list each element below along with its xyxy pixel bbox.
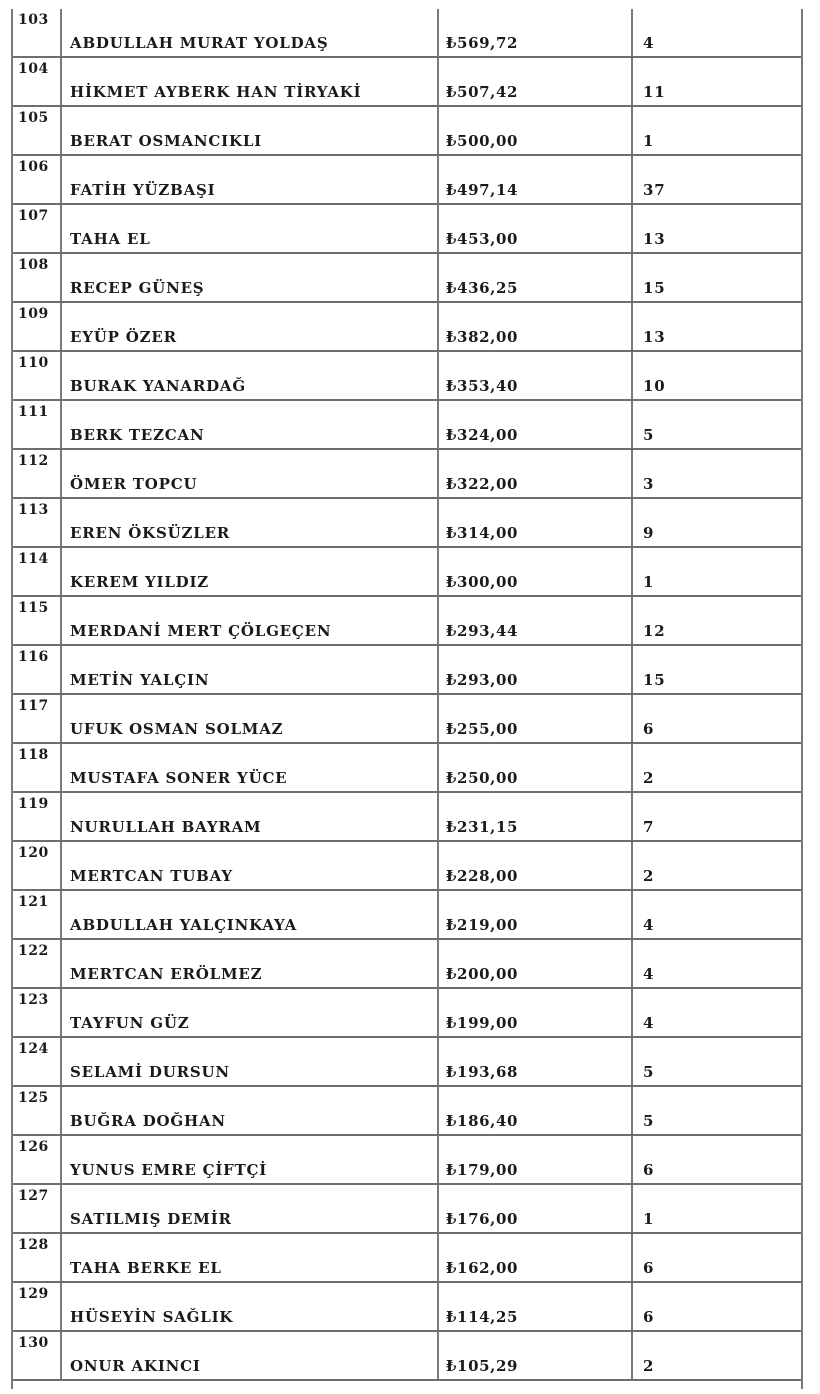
table-row <box>13 891 801 940</box>
table-row <box>13 1283 801 1332</box>
name-cell <box>62 9 439 56</box>
count-cell-text: 12 <box>643 622 666 640</box>
amount-cell-text: ₺382,00 <box>446 328 519 346</box>
amount-cell-text: ₺507,42 <box>446 83 519 101</box>
amount-cell <box>439 695 633 742</box>
table-row <box>13 940 801 989</box>
table-row <box>13 499 801 548</box>
rank-number <box>13 450 62 497</box>
name-cell <box>62 1332 439 1379</box>
count-cell <box>633 1038 801 1085</box>
table-row <box>13 1234 801 1283</box>
name-cell <box>62 205 439 252</box>
amount-cell <box>439 1234 633 1281</box>
rank-number-text: 124 <box>18 1041 49 1057</box>
name-cell <box>62 1185 439 1232</box>
rank-number <box>13 352 62 399</box>
amount-cell <box>439 793 633 840</box>
name-cell <box>62 107 439 154</box>
amount-cell-text: ₺250,00 <box>446 769 519 787</box>
name-cell-text: EYÜP ÖZER <box>70 328 177 346</box>
count-cell-text: 6 <box>643 720 655 738</box>
rank-number <box>13 1087 62 1134</box>
amount-cell-text: ₺231,15 <box>446 818 519 836</box>
rank-number <box>13 156 62 203</box>
rank-number <box>13 1185 62 1232</box>
rank-number-text: 105 <box>18 110 49 126</box>
name-cell-text: BERK TEZCAN <box>70 426 205 444</box>
name-cell-text: MERTCAN TUBAY <box>70 867 233 885</box>
count-cell-text: 1 <box>643 1210 655 1228</box>
name-cell-text: EREN ÖKSÜZLER <box>70 524 231 542</box>
rank-number <box>13 303 62 350</box>
table-row <box>13 1332 801 1381</box>
amount-cell-text: ₺497,14 <box>446 181 519 199</box>
name-cell <box>62 793 439 840</box>
table-row <box>13 989 801 1038</box>
rank-number-text: 117 <box>18 698 49 714</box>
amount-cell <box>439 58 633 105</box>
table-row <box>13 9 801 58</box>
table-row <box>13 58 801 107</box>
name-cell-text: YUNUS EMRE ÇİFTÇİ <box>70 1161 268 1179</box>
count-cell-text: 4 <box>643 1014 655 1032</box>
rank-number <box>13 597 62 644</box>
count-cell <box>633 156 801 203</box>
amount-cell <box>439 744 633 791</box>
amount-cell-text: ₺200,00 <box>446 965 519 983</box>
count-cell-text: 15 <box>643 671 666 689</box>
rank-number <box>13 205 62 252</box>
name-cell-text: ABDULLAH YALÇINKAYA <box>70 916 298 934</box>
table-row <box>13 1136 801 1185</box>
table-row <box>13 303 801 352</box>
count-cell-text: 9 <box>643 524 655 542</box>
table-row <box>13 695 801 744</box>
count-cell-text: 13 <box>643 230 666 248</box>
amount-cell-text: ₺436,25 <box>446 279 519 297</box>
rank-number <box>13 842 62 889</box>
table-row <box>13 1185 801 1234</box>
amount-cell <box>439 989 633 1036</box>
table-row <box>13 254 801 303</box>
amount-cell-text: ₺162,00 <box>446 1259 519 1277</box>
rank-number-text: 129 <box>18 1286 49 1302</box>
name-cell <box>62 156 439 203</box>
name-cell <box>62 254 439 301</box>
amount-cell-text: ₺114,25 <box>446 1308 519 1326</box>
rank-number <box>13 695 62 742</box>
amount-cell <box>439 1087 633 1134</box>
rank-number-text: 107 <box>18 208 49 224</box>
count-cell-text: 3 <box>643 475 655 493</box>
rank-number-text: 120 <box>18 845 49 861</box>
amount-cell-text: ₺228,00 <box>446 867 519 885</box>
name-cell <box>62 1038 439 1085</box>
rank-number <box>13 254 62 301</box>
rank-number-text: 114 <box>18 551 49 567</box>
count-cell <box>633 891 801 938</box>
rank-number-text: 110 <box>18 355 49 371</box>
table-row <box>13 548 801 597</box>
amount-cell <box>439 597 633 644</box>
count-cell <box>633 695 801 742</box>
name-cell <box>62 744 439 791</box>
name-cell-text: HİKMET AYBERK HAN TİRYAKİ <box>70 83 362 101</box>
amount-cell <box>439 107 633 154</box>
table-row <box>13 156 801 205</box>
count-cell <box>633 989 801 1036</box>
count-cell <box>633 401 801 448</box>
name-cell-text: SATILMIŞ DEMİR <box>70 1210 232 1228</box>
count-cell <box>633 205 801 252</box>
count-cell-text: 5 <box>643 426 655 444</box>
rank-number <box>13 107 62 154</box>
name-cell-text: KEREM YILDIZ <box>70 573 210 591</box>
table-row <box>13 646 801 695</box>
amount-cell-text: ₺293,44 <box>446 622 519 640</box>
table-row <box>13 744 801 793</box>
rank-number-text: 126 <box>18 1139 49 1155</box>
amount-cell-text: ₺293,00 <box>446 671 519 689</box>
name-cell <box>62 1234 439 1281</box>
count-cell-text: 6 <box>643 1161 655 1179</box>
name-cell-text: NURULLAH BAYRAM <box>70 818 262 836</box>
count-cell-text: 4 <box>643 965 655 983</box>
amount-cell-text: ₺176,00 <box>446 1210 519 1228</box>
table-row <box>13 205 801 254</box>
amount-cell-text: ₺199,00 <box>446 1014 519 1032</box>
count-cell <box>633 254 801 301</box>
amount-cell <box>439 891 633 938</box>
count-cell <box>633 1283 801 1330</box>
count-cell-text: 4 <box>643 34 655 52</box>
name-cell-text: MUSTAFA SONER YÜCE <box>70 769 288 787</box>
count-cell <box>633 842 801 889</box>
rank-number-text: 118 <box>18 747 49 763</box>
amount-cell-text: ₺193,68 <box>446 1063 519 1081</box>
amount-cell <box>439 401 633 448</box>
rank-number <box>13 891 62 938</box>
rank-number-text: 112 <box>18 453 49 469</box>
name-cell <box>62 891 439 938</box>
amount-cell <box>439 450 633 497</box>
name-cell <box>62 58 439 105</box>
count-cell <box>633 548 801 595</box>
rank-number-text: 113 <box>18 502 49 518</box>
rank-number-text: 122 <box>18 943 49 959</box>
amount-cell <box>439 1283 633 1330</box>
amount-cell <box>439 940 633 987</box>
count-cell <box>633 1185 801 1232</box>
amount-cell <box>439 842 633 889</box>
count-cell <box>633 1087 801 1134</box>
count-cell <box>633 646 801 693</box>
amount-cell <box>439 1136 633 1183</box>
count-cell <box>633 450 801 497</box>
count-cell-text: 2 <box>643 1357 655 1375</box>
count-cell <box>633 744 801 791</box>
name-cell <box>62 842 439 889</box>
amount-cell <box>439 1332 633 1379</box>
name-cell <box>62 695 439 742</box>
table-row <box>13 450 801 499</box>
name-cell-text: SELAMİ DURSUN <box>70 1063 230 1081</box>
amount-cell-text: ₺353,40 <box>446 377 519 395</box>
count-cell-text: 2 <box>643 769 655 787</box>
rank-number-text: 119 <box>18 796 49 812</box>
name-cell-text: MERTCAN ERÖLMEZ <box>70 965 263 983</box>
rank-number <box>13 744 62 791</box>
rank-number <box>13 1038 62 1085</box>
rank-number-text: 121 <box>18 894 49 910</box>
count-cell-text: 11 <box>643 83 666 101</box>
count-cell <box>633 597 801 644</box>
name-cell-text: HÜSEYİN SAĞLIK <box>70 1308 234 1326</box>
amount-cell <box>439 156 633 203</box>
rank-number <box>13 793 62 840</box>
name-cell-text: TAHA BERKE EL <box>70 1259 222 1277</box>
amount-cell-text: ₺322,00 <box>446 475 519 493</box>
count-cell-text: 6 <box>643 1259 655 1277</box>
table-row <box>13 842 801 891</box>
amount-cell-text: ₺500,00 <box>446 132 519 150</box>
count-cell-text: 5 <box>643 1112 655 1130</box>
name-cell-text: FATİH YÜZBAŞI <box>70 181 216 199</box>
count-cell-text: 10 <box>643 377 666 395</box>
rank-number-text: 123 <box>18 992 49 1008</box>
amount-cell <box>439 9 633 56</box>
rank-number <box>13 1283 62 1330</box>
table-row <box>13 597 801 646</box>
name-cell-text: TAHA EL <box>70 230 151 248</box>
name-cell <box>62 989 439 1036</box>
amount-cell-text: ₺314,00 <box>446 524 519 542</box>
table-row <box>13 401 801 450</box>
amount-cell <box>439 352 633 399</box>
table-row <box>13 352 801 401</box>
rank-number <box>13 401 62 448</box>
table-row <box>13 107 801 156</box>
amount-cell <box>439 1185 633 1232</box>
name-cell <box>62 548 439 595</box>
count-cell <box>633 303 801 350</box>
rank-number-text: 127 <box>18 1188 49 1204</box>
count-cell <box>633 9 801 56</box>
name-cell-text: TAYFUN GÜZ <box>70 1014 190 1032</box>
rank-number-text: 111 <box>18 404 49 420</box>
name-cell-text: RECEP GÜNEŞ <box>70 279 205 297</box>
name-cell-text: BURAK YANARDAĞ <box>70 377 246 395</box>
amount-cell-text: ₺105,29 <box>446 1357 519 1375</box>
count-cell-text: 5 <box>643 1063 655 1081</box>
count-cell-text: 7 <box>643 818 655 836</box>
count-cell-text: 15 <box>643 279 666 297</box>
name-cell-text: UFUK OSMAN SOLMAZ <box>70 720 284 738</box>
amount-cell-text: ₺179,00 <box>446 1161 519 1179</box>
name-cell-text: BERAT OSMANCIKLI <box>70 132 262 150</box>
rank-number <box>13 940 62 987</box>
rank-number-text: 108 <box>18 257 49 273</box>
table-row <box>13 793 801 842</box>
rank-number-text: 109 <box>18 306 49 322</box>
amount-cell-text: ₺219,00 <box>446 916 519 934</box>
amount-cell <box>439 548 633 595</box>
count-cell <box>633 352 801 399</box>
count-cell <box>633 107 801 154</box>
rank-number-text: 115 <box>18 600 49 616</box>
rank-number <box>13 499 62 546</box>
count-cell-text: 1 <box>643 132 655 150</box>
amount-cell <box>439 1038 633 1085</box>
rank-number-text: 130 <box>18 1335 49 1351</box>
amount-cell-text: ₺186,40 <box>446 1112 519 1130</box>
amount-cell <box>439 303 633 350</box>
name-cell-text: METİN YALÇIN <box>70 671 210 689</box>
name-cell <box>62 499 439 546</box>
count-cell <box>633 499 801 546</box>
name-cell <box>62 1087 439 1134</box>
amount-cell-text: ₺324,00 <box>446 426 519 444</box>
name-cell <box>62 450 439 497</box>
name-cell-text: ABDULLAH MURAT YOLDAŞ <box>70 34 329 52</box>
amount-cell <box>439 254 633 301</box>
count-cell-text: 13 <box>643 328 666 346</box>
count-cell <box>633 1136 801 1183</box>
count-cell-text: 1 <box>643 573 655 591</box>
amount-cell <box>439 499 633 546</box>
amount-cell-text: ₺569,72 <box>446 34 519 52</box>
rank-number <box>13 548 62 595</box>
rank-number-text: 106 <box>18 159 49 175</box>
amount-cell-text: ₺300,00 <box>446 573 519 591</box>
rank-number <box>13 9 62 56</box>
amount-cell <box>439 205 633 252</box>
count-cell-text: 2 <box>643 867 655 885</box>
rank-number-text: 103 <box>18 12 49 28</box>
name-cell <box>62 1283 439 1330</box>
count-cell-text: 37 <box>643 181 666 199</box>
rank-number <box>13 1136 62 1183</box>
rank-number-text: 104 <box>18 61 49 77</box>
name-cell-text: MERDANİ MERT ÇÖLGEÇEN <box>70 622 332 640</box>
table-row <box>13 1087 801 1136</box>
name-cell-text: BUĞRA DOĞHAN <box>70 1112 226 1130</box>
rank-number <box>13 1332 62 1379</box>
name-cell <box>62 940 439 987</box>
name-cell-text: ONUR AKINCI <box>70 1357 201 1375</box>
count-cell-text: 6 <box>643 1308 655 1326</box>
amount-cell-text: ₺453,00 <box>446 230 519 248</box>
name-cell <box>62 352 439 399</box>
count-cell-text: 4 <box>643 916 655 934</box>
rank-number-text: 116 <box>18 649 49 665</box>
count-cell <box>633 793 801 840</box>
rank-number <box>13 989 62 1036</box>
rank-number <box>13 646 62 693</box>
count-cell <box>633 940 801 987</box>
count-cell <box>633 58 801 105</box>
rank-number-text: 128 <box>18 1237 49 1253</box>
name-cell <box>62 303 439 350</box>
name-cell <box>62 1136 439 1183</box>
count-cell <box>633 1332 801 1379</box>
ranking-table <box>11 9 803 1389</box>
rank-number <box>13 1234 62 1281</box>
name-cell <box>62 597 439 644</box>
amount-cell <box>439 646 633 693</box>
table-row <box>13 1038 801 1087</box>
name-cell <box>62 646 439 693</box>
rank-number <box>13 58 62 105</box>
count-cell <box>633 1234 801 1281</box>
amount-cell-text: ₺255,00 <box>446 720 519 738</box>
name-cell <box>62 401 439 448</box>
name-cell-text: ÖMER TOPCU <box>70 475 198 493</box>
rank-number-text: 125 <box>18 1090 49 1106</box>
